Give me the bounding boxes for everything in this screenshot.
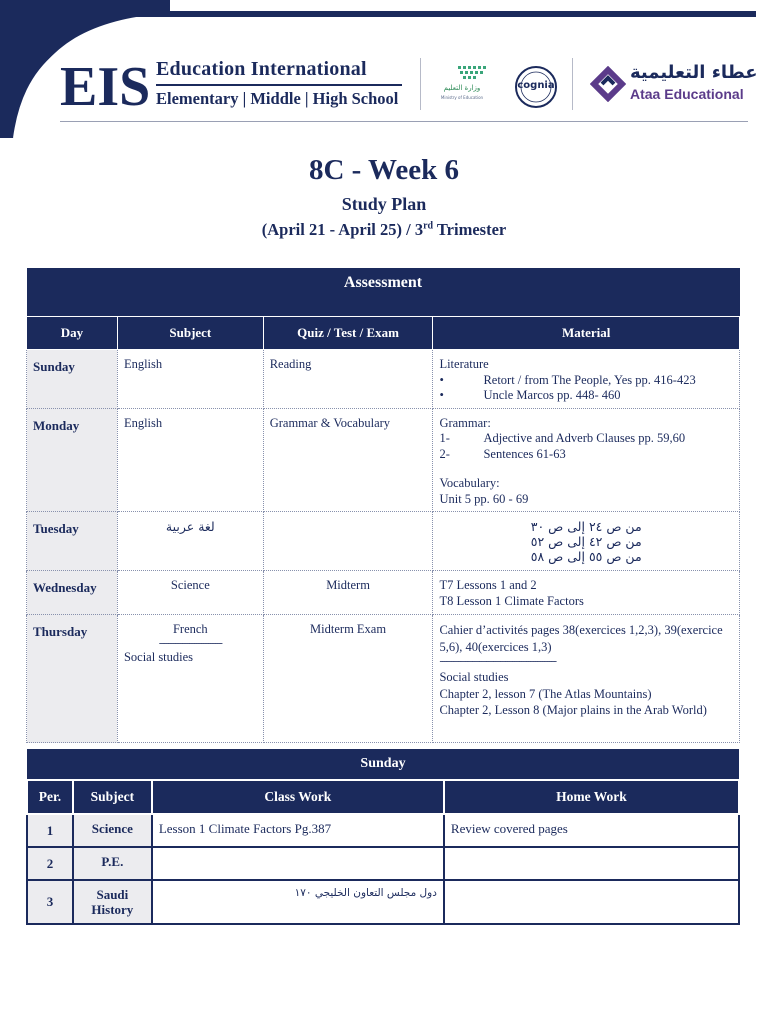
col-header-day: Day bbox=[27, 317, 118, 350]
ataa-english-name: Ataa Educational bbox=[630, 86, 744, 102]
material-line: من ص ٥٥ إلى ص ٥٨ bbox=[530, 549, 642, 564]
subject-cell: لغة عربية bbox=[117, 512, 263, 571]
classwork-cell: Lesson 1 Climate Factors Pg.387 bbox=[152, 814, 444, 847]
material-item bbox=[439, 447, 733, 463]
assessment-row-sunday bbox=[27, 350, 740, 409]
material-item bbox=[439, 373, 733, 389]
assessment-row-thursday bbox=[27, 615, 740, 743]
exam-cell: Midterm bbox=[263, 571, 433, 615]
brand-block bbox=[156, 58, 402, 109]
bullet-mark: • bbox=[439, 372, 444, 387]
material-cell bbox=[433, 571, 740, 615]
material-line: Chapter 2, Lesson 8 (Major plains in the Arab World) bbox=[439, 703, 707, 717]
sunday-header-row bbox=[27, 780, 739, 814]
homework-cell bbox=[444, 880, 739, 924]
subject-cell: P.E. bbox=[73, 847, 152, 880]
day-cell: Wednesday bbox=[27, 571, 118, 615]
brand-rule bbox=[156, 84, 402, 86]
subject-cell: English bbox=[117, 350, 263, 409]
ministry-subtitle: Ministry of Education bbox=[440, 95, 484, 100]
sunday-plan-table bbox=[26, 749, 740, 925]
material-item-text: Sentences 61-63 bbox=[483, 446, 566, 461]
eis-logo-text: EIS bbox=[60, 56, 150, 110]
material-item-text: Retort / from The People, Yes pp. 416-423 bbox=[483, 372, 696, 387]
header-divider bbox=[572, 58, 573, 110]
day-cell: Tuesday bbox=[27, 512, 118, 571]
col-header-subject: Subject bbox=[73, 780, 152, 814]
assessment-table bbox=[26, 268, 740, 743]
material-line: من ص ٤٢ إلى ص ٥٢ bbox=[530, 534, 642, 549]
exam-cell: Grammar & Vocabulary bbox=[263, 408, 433, 512]
period-cell: 1 bbox=[27, 814, 73, 847]
item-number: 2- bbox=[439, 446, 450, 461]
col-header-material: Material bbox=[433, 317, 740, 350]
subject-french: French bbox=[172, 622, 208, 636]
subject-cell: Science bbox=[117, 571, 263, 615]
assessment-row-wednesday bbox=[27, 571, 740, 615]
material-item-text: Uncle Marcos pp. 448- 460 bbox=[483, 388, 621, 402]
table-row bbox=[27, 814, 739, 847]
material-title: Literature bbox=[439, 357, 489, 371]
sunday-banner: Sunday bbox=[27, 749, 739, 780]
french-material: Cahier d’activités pages 38(exercices 1,2,3), 39(exercice 5,6), 40(exercices 1,3) bbox=[439, 623, 723, 654]
bullet-mark: • bbox=[439, 388, 444, 402]
material-item bbox=[439, 431, 733, 447]
assessment-header-row bbox=[27, 317, 740, 350]
col-header-period: Per. bbox=[27, 780, 73, 814]
day-cell: Sunday bbox=[27, 350, 118, 409]
period-cell: 2 bbox=[27, 847, 73, 880]
table-row bbox=[27, 847, 739, 880]
subject-cell: Science bbox=[73, 814, 152, 847]
col-header-classwork: Class Work bbox=[152, 780, 444, 814]
material-separator: -------------------------------------------------- bbox=[439, 656, 556, 667]
trimester-label: Trimester bbox=[433, 220, 507, 239]
page-subtitle: Study Plan bbox=[341, 194, 427, 214]
brand-subtitle: Elementary | Middle | High School bbox=[156, 88, 399, 108]
item-number: 1- bbox=[439, 431, 450, 445]
table-row bbox=[27, 880, 739, 924]
material-cell bbox=[433, 615, 740, 743]
subject-cell: English bbox=[117, 408, 263, 512]
assessment-row-monday bbox=[27, 408, 740, 512]
vocab-item: Unit 5 pp. 60 - 69 bbox=[439, 491, 529, 506]
ataa-arabic-name: عطاء التعليمية bbox=[630, 62, 758, 83]
material-cell bbox=[433, 512, 740, 571]
exam-cell: Reading bbox=[263, 350, 433, 409]
classwork-cell bbox=[152, 847, 444, 880]
page-title: 8C - Week 6 bbox=[308, 154, 460, 186]
homework-cell: Review covered pages bbox=[444, 814, 739, 847]
day-cell: Thursday bbox=[27, 615, 118, 743]
period-cell: 3 bbox=[27, 880, 73, 924]
col-header-homework: Home Work bbox=[444, 780, 739, 814]
subject-cell: Saudi History bbox=[73, 880, 152, 924]
material-line: Chapter 2, lesson 7 (The Atlas Mountains) bbox=[439, 686, 652, 701]
header-divider bbox=[420, 58, 421, 110]
subject-social-studies: Social studies bbox=[123, 649, 194, 664]
exam-cell bbox=[263, 512, 433, 571]
col-header-subject: Subject bbox=[117, 317, 263, 350]
material-line: من ص ٢٤ إلى ص ٣٠ bbox=[530, 519, 642, 534]
header-rule bbox=[60, 121, 748, 122]
trimester-ordinal: rd bbox=[423, 220, 434, 232]
material-item-text: Adjective and Adverb Clauses pp. 59,60 bbox=[483, 431, 686, 445]
eis-logo-icon bbox=[60, 55, 150, 110]
col-header-exam: Quiz / Test / Exam bbox=[263, 317, 433, 350]
day-cell: Monday bbox=[27, 408, 118, 512]
vocab-title: Vocabulary: bbox=[439, 476, 500, 490]
material-title: Grammar: bbox=[439, 415, 491, 430]
homework-cell bbox=[444, 847, 739, 880]
header-band bbox=[12, 11, 756, 17]
subject-separator: --------------------------- bbox=[158, 637, 222, 649]
ataa-logo-icon bbox=[590, 66, 626, 102]
exam-cell: Midterm Exam bbox=[263, 615, 433, 743]
assessment-row-tuesday bbox=[27, 512, 740, 571]
social-title: Social studies bbox=[439, 670, 509, 684]
material-line: T7 Lessons 1 and 2 bbox=[439, 578, 537, 592]
assessment-banner: Assessment bbox=[27, 268, 740, 317]
material-item bbox=[439, 388, 733, 404]
subject-cell bbox=[117, 615, 263, 743]
cognia-label: cognia bbox=[517, 80, 555, 91]
material-line: T8 Lesson 1 Climate Factors bbox=[439, 593, 584, 608]
material-cell bbox=[433, 408, 740, 512]
brand-title: Education International bbox=[156, 58, 367, 80]
ministry-name: وزارة التعليم bbox=[443, 84, 481, 92]
classwork-cell: دول مجلس التعاون الخليجي ١٧٠ bbox=[152, 880, 444, 924]
date-range bbox=[0, 220, 768, 240]
material-cell bbox=[433, 350, 740, 409]
date-range-text: (April 21 - April 25) / 3 bbox=[261, 220, 424, 239]
